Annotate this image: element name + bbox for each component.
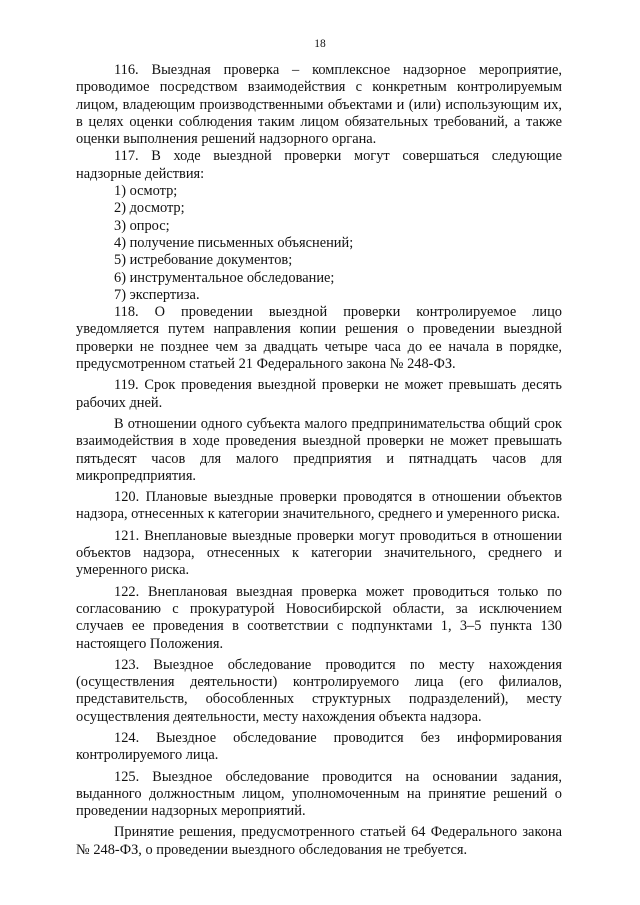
paragraph-119: 119. Срок проведения выездной проверки не может превышать десять рабочих дней.: [76, 377, 562, 411]
list-item-inspection: 1) осмотр;: [114, 183, 178, 200]
paragraph-117: 117. В ходе выездной проверки могут совершаться следующие надзорные действия:: [76, 148, 562, 182]
paragraph-decision: Принятие решения, предусмотренного статьей 64 Федерального закона № 248-ФЗ, о проведении выездного обследования не требуется.: [76, 824, 562, 858]
paragraph-123: 123. Выездное обследование проводится по месту нахождения (осуществления деятельности) контролируемого лица (его филиалов, представительств, обособленных структурных подразделений), месту осуществления деятельности, месту нахождения объекта надзора.: [76, 656, 562, 725]
list-item-survey: 3) опрос;: [114, 217, 170, 234]
paragraph-118: 118. О проведении выездной проверки контролируемое лицо уведомляется путем направления копии решения о проведении выездной проверки не позднее чем за двадцать четыре часа до ее начала в порядке, предусмотренном статьей 21 Федерального закона № 248-ФЗ.: [76, 304, 562, 373]
list-item-document-request: 5) истребование документов;: [114, 252, 293, 269]
page-number: 18: [314, 38, 326, 50]
document-body: [76, 62, 562, 859]
list-item-instrumental-survey: 6) инструментальное обследование;: [114, 269, 335, 286]
list-item-search: 2) досмотр;: [114, 200, 185, 217]
paragraph-120: 120. Плановые выездные проверки проводятся в отношении объектов надзора, отнесенных к категории значительного, среднего и умеренного риска.: [76, 489, 562, 523]
paragraph-116: 116. Выездная проверка – комплексное надзорное мероприятие, проводимое посредством взаимодействия с конкретным контролируемым лицом, владеющим производственными объектами и (или) использующим их, в целях оценки соблюдения таким лицом обязательных требований, а также оценки выполнения решений надзорного органа.: [76, 62, 562, 148]
paragraph-small-business: В отношении одного субъекта малого предпринимательства общий срок взаимодействия в ходе проведения выездной проверки не может превышать пятьдесят часов для малого предприятия и пятнадцать часов для микропредприятия.: [76, 415, 562, 484]
paragraph-122: 122. Внеплановая выездная проверка может проводиться только по согласованию с прокуратурой Новосибирской области, за исключением случаев ее проведения в соответствии с подпунктами 1, 3–5 пункта 130 настоящего Положения.: [76, 583, 562, 652]
paragraph-124: 124. Выездное обследование проводится без информирования контролируемого лица.: [76, 729, 562, 764]
list-item-written-explanations: 4) получение письменных объяснений;: [114, 234, 354, 251]
paragraph-121: 121. Внеплановые выездные проверки могут проводиться в отношении объектов надзора, отнесенных к категории значительного, среднего и умеренного риска.: [76, 527, 562, 579]
paragraph-125: 125. Выездное обследование проводится на основании задания, выданного должностным лицом, уполномоченным на принятие решений о проведении надзорных мероприятий.: [76, 768, 562, 820]
list-item-expertise: 7) экспертиза.: [114, 286, 200, 303]
